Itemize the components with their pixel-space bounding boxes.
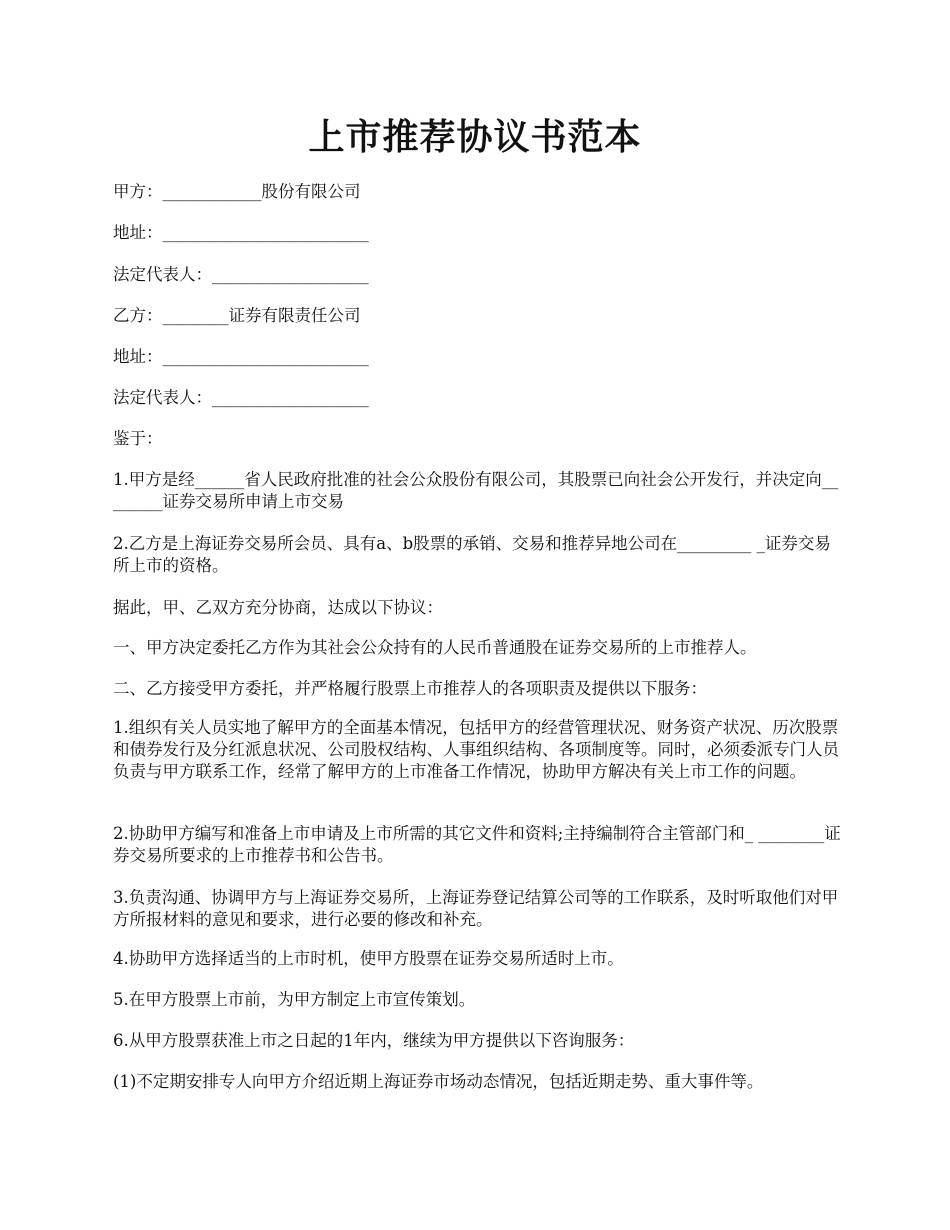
agreement-intro: 据此，甲、乙双方充分协商，达成以下协议： <box>113 598 443 617</box>
clause-2: 二、乙方接受甲方委托，并严格履行股票上市推荐人的各项职责及提供以下服务： <box>113 679 707 698</box>
service-item-4: 4.协助甲方选择适当的上市时机，使甲方股票在证券交易所适时上市。 <box>113 949 624 968</box>
clause-1: 一、甲方决定委托乙方作为其社会公众持有的人民币普通股在证券交易所的上市推荐人。 <box>113 638 757 657</box>
party-a-representative: 法定代表人：___________________ <box>113 265 369 284</box>
party-b-representative: 法定代表人：___________________ <box>113 388 369 407</box>
party-a-address: 地址：_________________________ <box>113 223 369 242</box>
party-b-name: 乙方：________证券有限责任公司 <box>113 306 361 325</box>
party-b-address: 地址：_________________________ <box>113 347 369 366</box>
service-item-5: 5.在甲方股票上市前，为甲方制定上市宣传策划。 <box>113 990 476 1009</box>
service-item-6-1: (1)不定期安排专人向甲方介绍近期上海证券市场动态情况，包括近期走势、重大事件等。 <box>113 1072 764 1091</box>
whereas-item-2: 2.乙方是上海证券交易所会员、具有a、b股票的承销、交易和推荐异地公司在_________ _证券交易所上市的资格。 <box>113 534 831 575</box>
service-item-6: 6.从甲方股票获准上市之日起的1年内，继续为甲方提供以下咨询服务： <box>113 1031 635 1050</box>
party-a-name: 甲方：____________股份有限公司 <box>113 182 361 201</box>
service-item-1: 1.组织有关人员实地了解甲方的全面基本情况，包括甲方的经营管理状况、财务资产状况、历次股票和债券发行及分红派息状况、公司股权结构、人事组织结构、各项制度等。同时，必须委派专门人员负责与甲方联系工作，经常了解甲方的上市准备工作情况，协助甲方解决有关上市工作的问题。 <box>113 718 839 781</box>
whereas-label: 鉴于： <box>113 429 163 448</box>
service-item-3: 3.负责沟通、协调甲方与上海证券交易所，上海证券登记结算公司等的工作联系，及时听取他们对甲方所报材料的意见和要求，进行必要的修改和补充。 <box>113 888 839 929</box>
whereas-item-1: 1.甲方是经______省人民政府批准的社会公众股份有限公司，其股票已向社会公开发行，并决定向________证券交易所申请上市交易 <box>113 470 839 511</box>
document-title: 上市推荐协议书范本 <box>308 116 642 158</box>
service-item-2: 2.协助甲方编写和准备上市申请及上市所需的其它文件和资料;主持编制符合主管部门和_ ________证券交易所要求的上市推荐书和公告书。 <box>113 824 841 865</box>
